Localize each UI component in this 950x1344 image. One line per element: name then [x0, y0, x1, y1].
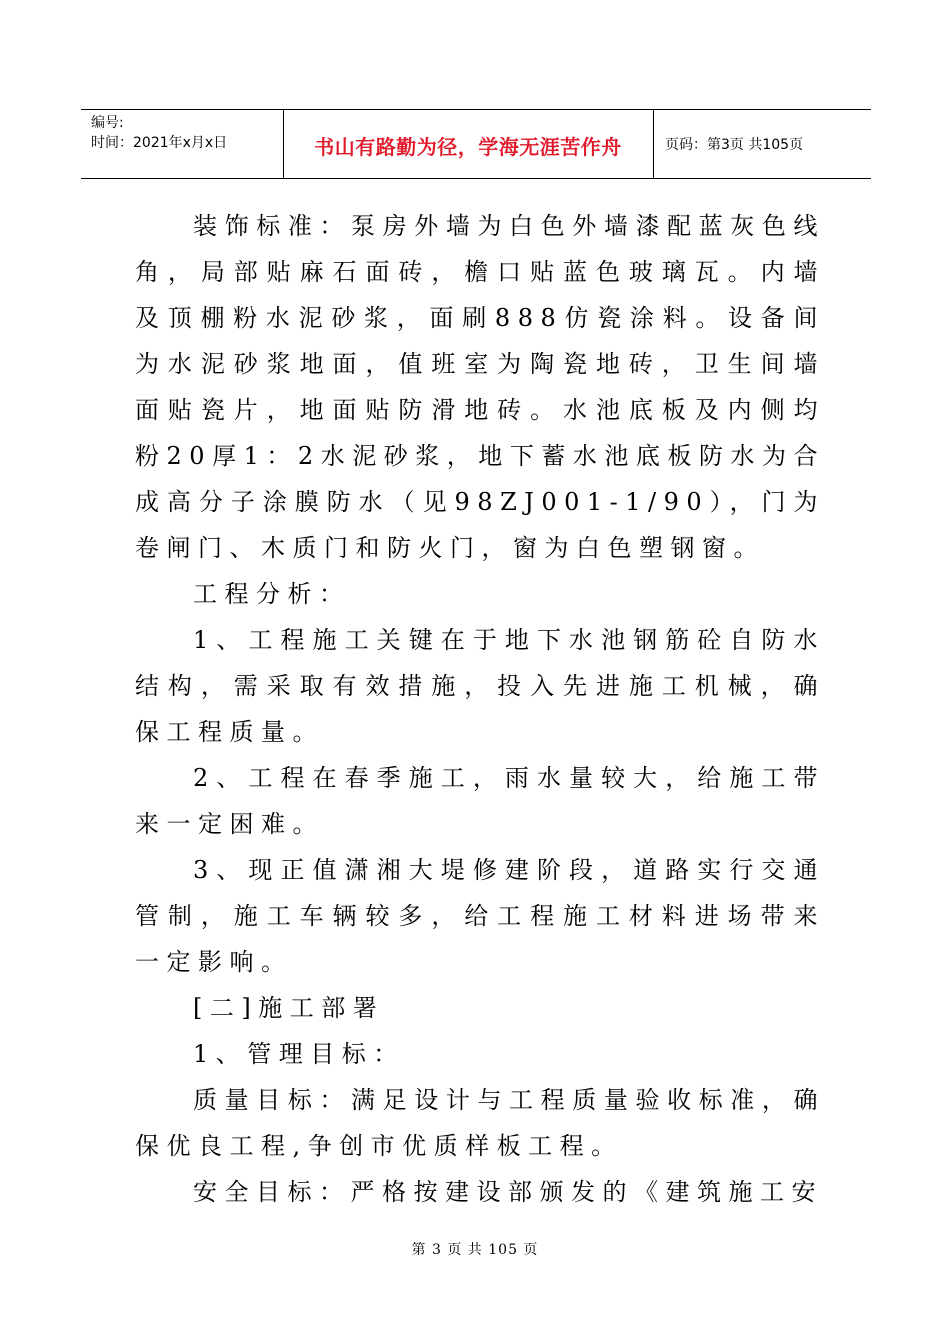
paragraph-analysis-item-1: 1、工程施工关键在于地下水池钢筋砼自防水结构，需采取有效措施，投入先进施工机械，确保工程质量。 [135, 626, 825, 746]
page-footer: 第 3 页 共 105 页 [411, 1242, 539, 1258]
header-motto: 书山有路勤为径，学海无涯苦作舟 [314, 135, 622, 159]
document-body [135, 203, 825, 1215]
paragraph-management-goals: 1、管理目标： [193, 1040, 405, 1068]
section-heading-deployment: [二]施工部署 [193, 994, 385, 1022]
header-meta [91, 113, 227, 153]
paragraph-analysis-item-2: 2、工程在春季施工，雨水量较大，给施工带来一定困难。 [135, 764, 825, 838]
number-label: 编号: [91, 115, 124, 131]
document-header [81, 109, 871, 179]
paragraph-decoration-standard: 装饰标准：泵房外墙为白色外墙漆配蓝灰色线角，局部贴麻石面砖，檐口贴蓝色玻璃瓦。内墙及顶棚粉水泥砂浆，面刷888仿瓷涂料。设备间为水泥砂浆地面，值班室为陶瓷地砖，卫生间墙面贴瓷片，地面贴防滑地砖。水池底板及内侧均粉20厚1：2水泥砂浆，地下蓄水池底板防水为合成高分子涂膜防水（见98ZJ001-1/90），门为卷闸门、木质门和防火门，窗为白色塑钢窗。 [135, 212, 825, 562]
header-divider [653, 110, 654, 178]
paragraph-safety-goal: 安全目标：严格按建设部颁发的《建筑施工安 [193, 1178, 823, 1206]
time-label: 时间：2021年x月x日 [91, 135, 228, 151]
header-page-info: 页码：第3页 共105页 [665, 137, 804, 153]
paragraph-quality-goal: 质量目标：满足设计与工程质量验收标准，确保优良工程,争创市优质样板工程。 [135, 1086, 825, 1160]
paragraph-analysis-item-3: 3、现正值潇湘大堤修建阶段，道路实行交通管制，施工车辆较多，给工程施工材料进场带来一定影响。 [135, 856, 825, 976]
paragraph-project-analysis-heading: 工程分析： [193, 580, 351, 608]
